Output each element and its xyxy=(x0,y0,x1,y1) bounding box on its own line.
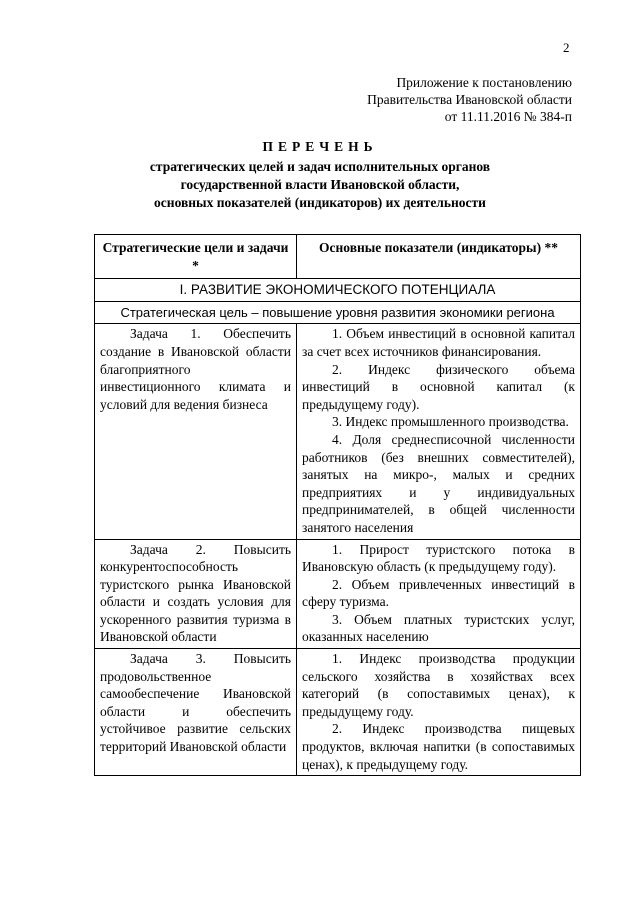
task-cell: Задача 3. Повысить продовольственное самообеспечение Ивановской области и обеспечить устойчивое развитие сельских территорий Ивановской области xyxy=(95,649,297,776)
page-number: 2 xyxy=(563,40,570,55)
indicators-cell xyxy=(297,539,581,649)
section-row xyxy=(95,279,581,302)
goals-table xyxy=(94,234,581,776)
column-header-goals: Стратегические цели и задачи * xyxy=(95,235,297,279)
appendix-line: Приложение к постановлению xyxy=(396,75,572,90)
indicator-item: 3. Индекс промышленного производства. xyxy=(332,414,569,430)
appendix-block xyxy=(367,74,572,125)
document-title: ПЕРЕЧЕНЬ xyxy=(262,139,378,154)
table-row xyxy=(95,539,581,649)
indicator-item: 1. Индекс производства продукции сельского хозяйства в хозяйствах всех категорий (в сопоставимых ценах), к предыдущему году. xyxy=(302,651,575,719)
indicator-item: 1. Объем инвестиций в основной капитал за счет всех источников финансирования. xyxy=(302,326,575,359)
appendix-line: Правительства Ивановской области xyxy=(367,92,572,107)
column-header-indicators: Основные показатели (индикаторы) ** xyxy=(297,235,581,279)
indicator-item: 1. Прирост туристского потока в Ивановскую область (к предыдущему году). xyxy=(302,541,575,575)
goal-row xyxy=(95,301,581,324)
section-title: I. РАЗВИТИЕ ЭКОНОМИЧЕСКОГО ПОТЕНЦИАЛА xyxy=(95,279,581,302)
task-cell: Задача 2. Повысить конкурентоспособность туристского рынка Ивановской области и создать условия для ускоренного развития туризма в Ивановской области xyxy=(95,539,297,649)
heading-line: государственной власти Ивановской области, xyxy=(180,177,460,192)
indicators-cell xyxy=(297,324,581,539)
heading-line: основных показателей (индикаторов) их деятельности xyxy=(154,195,486,210)
indicator-item: 2. Индекс физического объема инвестиций в основной капитал (к предыдущему году). xyxy=(302,361,575,412)
strategic-goal: Стратегическая цель – повышение уровня развития экономики региона xyxy=(95,301,581,324)
document-heading xyxy=(60,138,580,212)
indicator-item: 2. Объем привлеченных инвестиций в сферу туризма. xyxy=(302,576,575,610)
table-row xyxy=(95,324,581,539)
indicators-cell xyxy=(297,649,581,776)
table-row xyxy=(95,649,581,776)
indicator-item: 3. Объем платных туристских услуг, оказанных населению xyxy=(302,611,575,645)
appendix-line: от 11.11.2016 № 384-п xyxy=(444,109,572,124)
heading-line: стратегических целей и задач исполнительных органов xyxy=(149,159,491,174)
task-cell: Задача 1. Обеспечить создание в Ивановской области благоприятного инвестиционного климата и условий для ведения бизнеса xyxy=(95,324,297,539)
indicator-item: 2. Индекс производства пищевых продуктов, включая напитки (в сопоставимых ценах), к предыдущему году. xyxy=(302,721,575,772)
table-header-row xyxy=(95,235,581,279)
indicator-item: 4. Доля среднесписочной численности работников (без внешних совместителей), занятых на микро-, малых и средних предприятиях и у индивидуальных предпринимателей, в общей численности занятого населения xyxy=(302,431,575,535)
